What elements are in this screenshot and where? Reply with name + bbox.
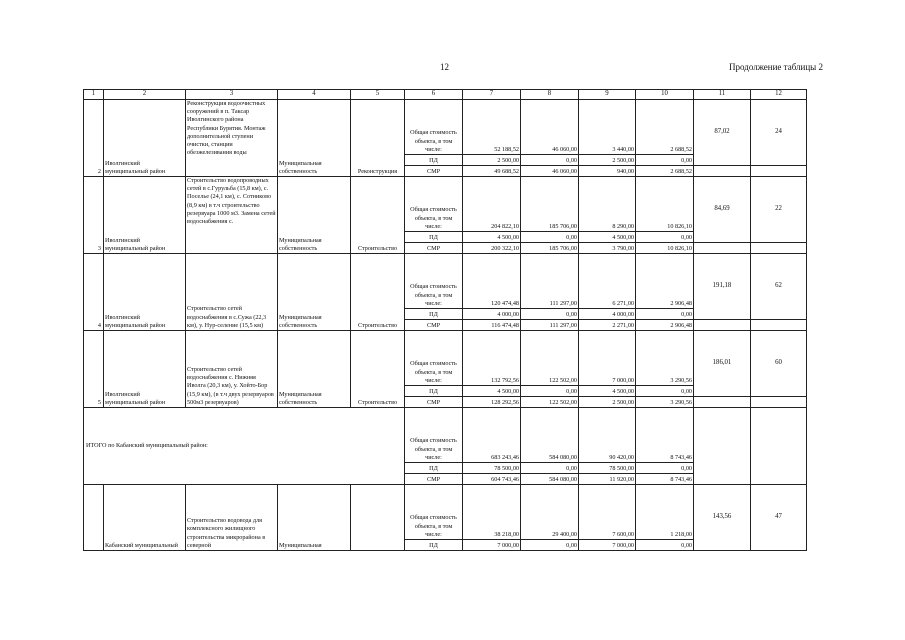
pd-label: ПД <box>405 463 463 474</box>
column-header: 7 <box>463 90 521 100</box>
column-header: 8 <box>521 90 579 100</box>
value-cell: 122 502,00 <box>521 331 579 386</box>
ownership-cell: Муниципальная собственность <box>278 100 351 177</box>
cost-label: Общая стоимость объекта, в том числе: <box>405 100 463 155</box>
ownership-cell: Муниципальная собственность <box>278 331 351 408</box>
work-type-cell: Строительство <box>351 254 405 331</box>
value-cell: 584 080,00 <box>521 408 579 463</box>
ownership-cell: Муниципальная собственность <box>278 254 351 331</box>
table-row <box>84 177 807 232</box>
value-cell: 7 000,00 <box>463 540 521 551</box>
value-cell: 90 420,00 <box>579 408 636 463</box>
cost-label: Общая стоимость объекта, в том числе: <box>405 331 463 386</box>
empty-cell <box>751 166 807 177</box>
indicator-cell: 22 <box>751 177 807 243</box>
indicator-cell: 84,69 <box>694 177 751 243</box>
value-cell: 8 743,46 <box>636 474 694 485</box>
cost-label: Общая стоимость объекта, в том числе: <box>405 485 463 540</box>
value-cell: 4 500,00 <box>579 232 636 243</box>
column-header: 12 <box>751 90 807 100</box>
value-cell: 11 920,00 <box>579 474 636 485</box>
value-cell: 116 474,48 <box>463 320 521 331</box>
smr-label: СМР <box>405 166 463 177</box>
pd-label: ПД <box>405 540 463 551</box>
column-header: 9 <box>579 90 636 100</box>
value-cell: 0,00 <box>636 309 694 320</box>
value-cell: 0,00 <box>636 540 694 551</box>
value-cell: 7 000,00 <box>579 540 636 551</box>
column-header: 2 <box>104 90 186 100</box>
table-row <box>84 254 807 309</box>
value-cell: 46 060,00 <box>521 166 579 177</box>
column-header: 4 <box>278 90 351 100</box>
row-number <box>84 485 104 551</box>
value-cell: 940,00 <box>579 166 636 177</box>
pd-label: ПД <box>405 386 463 397</box>
empty-cell <box>751 397 807 408</box>
value-cell: 120 474,48 <box>463 254 521 309</box>
empty-cell <box>751 320 807 331</box>
value-cell: 0,00 <box>521 232 579 243</box>
total-row <box>84 408 807 463</box>
cost-label: Общая стоимость объекта, в том числе: <box>405 254 463 309</box>
column-header: 1 <box>84 90 104 100</box>
total-label: ИТОГО по Кабанский муниципальный район: <box>84 408 405 485</box>
column-header: 5 <box>351 90 405 100</box>
indicator-cell: 60 <box>751 331 807 397</box>
value-cell: 0,00 <box>521 309 579 320</box>
value-cell: 29 400,00 <box>521 485 579 540</box>
value-cell: 78 500,00 <box>463 463 521 474</box>
value-cell: 2 500,00 <box>579 155 636 166</box>
smr-label: СМР <box>405 397 463 408</box>
table-row <box>84 100 807 155</box>
value-cell: 2 271,00 <box>579 320 636 331</box>
empty-cell <box>694 397 751 408</box>
indicator-cell: 186,01 <box>694 331 751 397</box>
row-number: 3 <box>84 177 104 254</box>
value-cell: 52 188,52 <box>463 100 521 155</box>
indicator-cell: 47 <box>751 485 807 551</box>
value-cell: 584 080,00 <box>521 474 579 485</box>
object-description-cell: Строительство водовода для комплексного жилищного строительства микрорайона в северной <box>186 485 278 551</box>
value-cell: 0,00 <box>636 463 694 474</box>
indicator-cell: 87,02 <box>694 100 751 166</box>
municipality-cell: Кабанский муниципальный <box>104 485 186 551</box>
value-cell: 8 290,00 <box>579 177 636 232</box>
value-cell: 10 826,10 <box>636 177 694 232</box>
value-cell: 204 822,10 <box>463 177 521 232</box>
municipality-cell: Иволгинский муниципальный район <box>104 177 186 254</box>
value-cell: 46 060,00 <box>521 100 579 155</box>
empty-cell <box>694 166 751 177</box>
value-cell: 0,00 <box>521 540 579 551</box>
municipality-cell: Иволгинский муниципальный район <box>104 254 186 331</box>
pd-label: ПД <box>405 155 463 166</box>
value-cell: 3 290,56 <box>636 397 694 408</box>
value-cell: 200 322,10 <box>463 243 521 254</box>
indicator-cell: 62 <box>751 254 807 320</box>
table-continuation-caption: Продолжение таблицы 2 <box>729 62 823 72</box>
empty-cell <box>751 243 807 254</box>
value-cell: 10 826,10 <box>636 243 694 254</box>
value-cell: 4 000,00 <box>579 309 636 320</box>
value-cell: 2 688,52 <box>636 166 694 177</box>
work-type-cell: Реконструкция <box>351 100 405 177</box>
value-cell: 4 000,00 <box>463 309 521 320</box>
empty-cell <box>694 243 751 254</box>
page-number: 12 <box>440 62 449 72</box>
smr-label: СМР <box>405 474 463 485</box>
object-description-cell: Строительство сетей водоснабжения в с.Сужа (22,3 км), у. Нур-селение (15,5 км) <box>186 254 278 331</box>
value-cell: 2 906,48 <box>636 254 694 309</box>
column-number-row <box>84 90 807 100</box>
value-cell: 0,00 <box>636 232 694 243</box>
value-cell: 1 218,00 <box>636 485 694 540</box>
value-cell: 78 500,00 <box>579 463 636 474</box>
row-number: 5 <box>84 331 104 408</box>
column-header: 11 <box>694 90 751 100</box>
value-cell: 4 500,00 <box>463 386 521 397</box>
municipality-cell: Иволгинский муниципальный район <box>104 100 186 177</box>
empty-cell <box>694 408 751 485</box>
value-cell: 49 688,52 <box>463 166 521 177</box>
table-row <box>84 485 807 540</box>
work-type-cell: Строительство <box>351 177 405 254</box>
value-cell: 122 502,00 <box>521 397 579 408</box>
value-cell: 604 743,46 <box>463 474 521 485</box>
value-cell: 38 218,00 <box>463 485 521 540</box>
value-cell: 0,00 <box>521 386 579 397</box>
column-header: 6 <box>405 90 463 100</box>
indicator-cell: 143,56 <box>694 485 751 551</box>
work-type-cell: Строительство <box>351 331 405 408</box>
value-cell: 6 271,00 <box>579 254 636 309</box>
pd-label: ПД <box>405 232 463 243</box>
pd-label: ПД <box>405 309 463 320</box>
empty-cell <box>694 320 751 331</box>
object-description-cell: Строительство сетей водоснабжения с. Нижняя Иволга (20,3 км), у. Хойто-Бор (15,9 км), (в т.ч двух резервуаров 500м3 резервуаров) <box>186 331 278 408</box>
smr-label: СМР <box>405 320 463 331</box>
indicator-cell: 24 <box>751 100 807 166</box>
ownership-cell: Муниципальная собственность <box>278 177 351 254</box>
value-cell: 3 790,00 <box>579 243 636 254</box>
value-cell: 0,00 <box>521 155 579 166</box>
table-container <box>83 89 807 569</box>
value-cell: 4 500,00 <box>579 386 636 397</box>
column-header: 3 <box>186 90 278 100</box>
value-cell: 7 600,00 <box>579 485 636 540</box>
value-cell: 185 706,00 <box>521 177 579 232</box>
value-cell: 2 906,48 <box>636 320 694 331</box>
value-cell: 3 440,00 <box>579 100 636 155</box>
value-cell: 0,00 <box>521 463 579 474</box>
empty-cell <box>751 408 807 485</box>
value-cell: 7 000,00 <box>579 331 636 386</box>
row-number: 2 <box>84 100 104 177</box>
cost-label: Общая стоимость объекта, в том числе: <box>405 177 463 232</box>
value-cell: 111 297,00 <box>521 254 579 309</box>
value-cell: 128 292,56 <box>463 397 521 408</box>
object-description-cell: Строительство водопроводных сетей в с.Гурульба (15,8 км), с. Поселье (24,1 км), с. Сотниково (8,9 км) в т.ч строительство резервуара 1000 м3. Замена сетей водоснабжения с. <box>186 177 278 254</box>
table-row <box>84 331 807 386</box>
smr-label: СМР <box>405 243 463 254</box>
ownership-cell: Муниципальная <box>278 485 351 551</box>
value-cell: 132 792,56 <box>463 331 521 386</box>
project-cost-table <box>83 89 807 551</box>
value-cell: 2 688,52 <box>636 100 694 155</box>
value-cell: 2 500,00 <box>579 397 636 408</box>
row-number: 4 <box>84 254 104 331</box>
value-cell: 2 500,00 <box>463 155 521 166</box>
value-cell: 8 743,46 <box>636 408 694 463</box>
column-header: 10 <box>636 90 694 100</box>
indicator-cell: 191,18 <box>694 254 751 320</box>
value-cell: 111 297,00 <box>521 320 579 331</box>
municipality-cell: Иволгинский муниципальный район <box>104 331 186 408</box>
object-description-cell: Реконструкция водоочистных сооружений в п. Таксар Иволгинского района Республики Бурятия. Монтаж дополнительной ступени очистки, станции обезжелезивания воды <box>186 100 278 177</box>
value-cell: 4 500,00 <box>463 232 521 243</box>
work-type-cell <box>351 485 405 551</box>
value-cell: 3 290,56 <box>636 331 694 386</box>
value-cell: 0,00 <box>636 155 694 166</box>
cost-label: Общая стоимость объекта, в том числе: <box>405 408 463 463</box>
value-cell: 683 243,46 <box>463 408 521 463</box>
value-cell: 0,00 <box>636 386 694 397</box>
value-cell: 185 706,00 <box>521 243 579 254</box>
